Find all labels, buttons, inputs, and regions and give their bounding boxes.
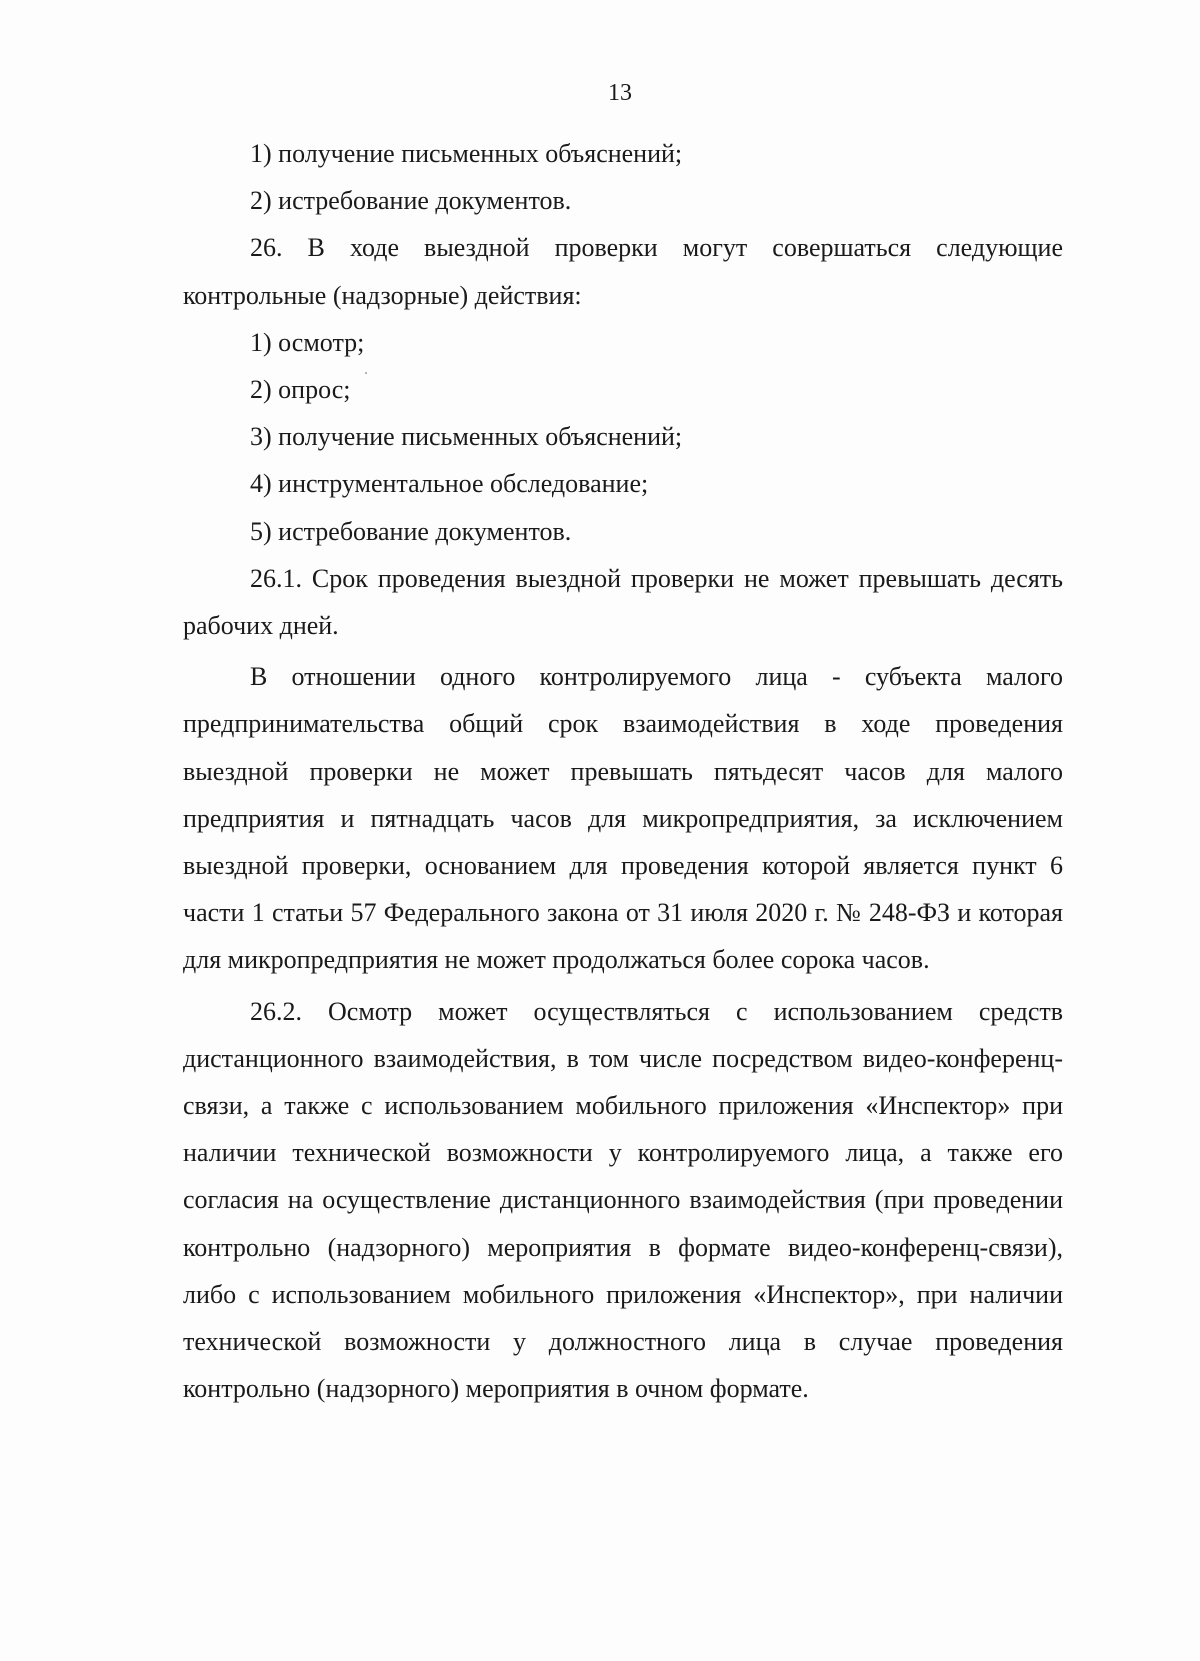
- paragraph: 26.2. Осмотр может осуществляться с использованием средств дистанционного взаимодействия, в том числе посредством видео-конференц-связи, а также с использованием мобильного приложения «Инспектор» при наличии технической возможности у контролируемого лица, а также его согласия на осуществление дистанционного взаимодействия (при проведении контрольно (надзорного) мероприятия в формате видео-конференц-связи), либо с использованием мобильного приложения «Инспектор», при наличии технической возможности у должностного лица в случае проведения контрольно (надзорного) мероприятия в очном формате.: [183, 996, 1063, 1404]
- list-item: 2) истребование документов.: [250, 186, 572, 216]
- page-number: 13: [608, 80, 632, 106]
- document-body: [183, 130, 1063, 1412]
- list-item: 3) получение письменных объяснений;: [250, 422, 683, 452]
- list-item: 2) опрос;: [250, 375, 351, 405]
- list-item: 1) получение письменных объяснений;: [250, 139, 683, 168]
- paragraph: В отношении одного контролируемого лица - субъекта малого предпринимательства общий срок взаимодействия в ходе проведения выездной проверки не может превышать пятьдесят часов для малого предприятия и пятнадцать часов для микропредприятия, за исключением выездной проверки, основанием для проведения которой является пункт 6 части 1 статьи 57 Федерального закона от 31 июля 2020 г. № 248-ФЗ и которая для микропредприятия не может продолжаться более сорока часов.: [183, 662, 1063, 975]
- paragraph: 26. В ходе выездной проверки могут совершаться следующие контрольные (надзорные) действия:: [183, 233, 1063, 310]
- scan-speck: [365, 372, 367, 374]
- list-item: 1) осмотр;: [250, 327, 365, 357]
- paragraph: 26.1. Срок проведения выездной проверки не может превышать десять рабочих дней.: [183, 563, 1063, 641]
- list-item: 4) инструментальное обследование;: [250, 469, 649, 499]
- list-item: 5) истребование документов.: [250, 516, 572, 546]
